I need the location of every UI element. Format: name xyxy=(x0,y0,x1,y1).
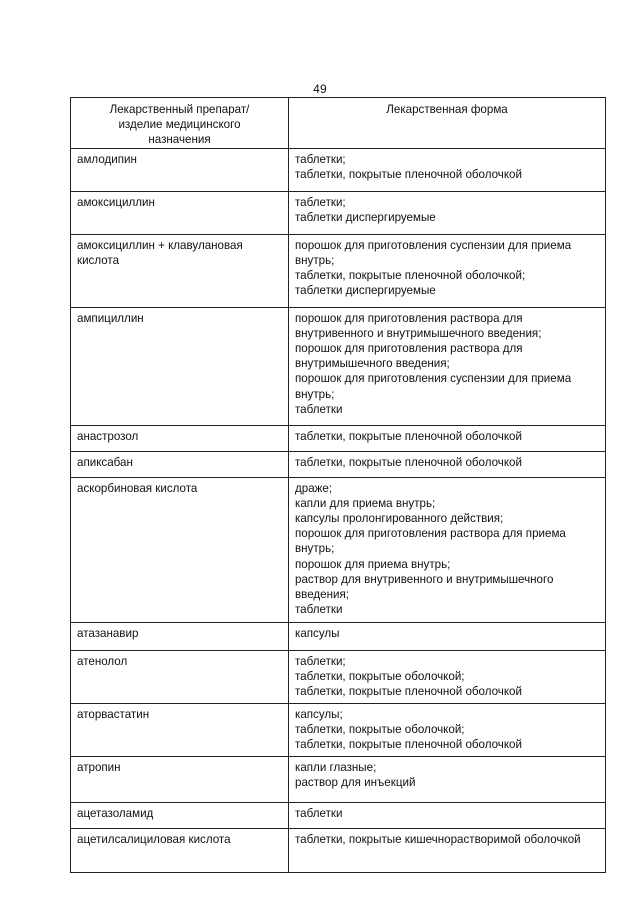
header-drug-label: Лекарственный препарат/ изделие медицинского назначения xyxy=(109,103,250,147)
table-row xyxy=(71,802,606,828)
drug-forms xyxy=(289,307,606,425)
drug-name: ацетилсалициловая кислота xyxy=(71,828,289,872)
header-drug xyxy=(71,98,289,149)
form-line: раствор для внутривенного и внутримышечного введения; xyxy=(295,572,554,602)
form-line: таблетки, покрытые оболочкой; xyxy=(295,669,465,683)
drug-name: атенолол xyxy=(71,650,289,703)
form-line: таблетки; xyxy=(295,152,346,166)
form-line: таблетки, покрытые оболочкой; xyxy=(295,722,465,736)
form-line: таблетки; xyxy=(295,195,346,209)
form-line: таблетки диспергируемые xyxy=(295,210,436,224)
form-line: порошок для приема внутрь; xyxy=(295,557,451,571)
table-row xyxy=(71,828,606,872)
drug-name: ампициллин xyxy=(71,307,289,425)
drug-forms xyxy=(289,425,606,451)
drug-forms xyxy=(289,703,606,756)
table-row xyxy=(71,650,606,703)
form-line: капли для приема внутрь; xyxy=(295,496,436,510)
table-row xyxy=(71,425,606,451)
drug-forms xyxy=(289,477,606,622)
form-line: капсулы пролонгированного действия; xyxy=(295,512,504,526)
form-line: таблетки; xyxy=(295,654,346,668)
table-header-row xyxy=(71,98,606,149)
drug-name: атазанавир xyxy=(71,622,289,650)
drug-forms xyxy=(289,622,606,650)
table-row xyxy=(71,234,606,307)
form-line: таблетки xyxy=(295,806,343,820)
drug-name: апиксабан xyxy=(71,451,289,477)
form-line: таблетки, покрытые пленочной оболочкой xyxy=(295,167,522,181)
form-line: таблетки, покрытые пленочной оболочкой xyxy=(295,685,522,699)
form-line: порошок для приготовления суспензии для приема внутрь; xyxy=(295,238,572,267)
form-line: таблетки xyxy=(295,603,343,617)
drug-name: амоксициллин + клавулановая кислота xyxy=(71,234,289,307)
table-row xyxy=(71,307,606,425)
page-number: 49 xyxy=(313,82,327,96)
drug-forms xyxy=(289,828,606,872)
drug-forms xyxy=(289,148,606,191)
form-line: порошок для приготовления раствора для внутримышечного введения; xyxy=(295,342,523,371)
drug-name: анастрозол xyxy=(71,425,289,451)
drug-name: аскорбиновая кислота xyxy=(71,477,289,622)
table-row xyxy=(71,191,606,234)
drug-name: аторвастатин xyxy=(71,703,289,756)
form-line: таблетки, покрытые кишечнорастворимой оболочкой xyxy=(295,832,581,846)
drug-forms xyxy=(289,650,606,703)
drug-forms xyxy=(289,451,606,477)
form-line: таблетки, покрытые пленочной оболочкой xyxy=(295,429,522,443)
form-line: капсулы xyxy=(295,626,340,640)
form-line: таблетки xyxy=(295,402,343,416)
drug-forms xyxy=(289,802,606,828)
drug-forms xyxy=(289,756,606,802)
table-row xyxy=(71,756,606,802)
table-row xyxy=(71,703,606,756)
form-line: таблетки диспергируемые xyxy=(295,284,436,298)
drug-name: атропин xyxy=(71,756,289,802)
drug-name: амлодипин xyxy=(71,148,289,191)
form-line: драже; xyxy=(295,481,333,495)
drug-name: амоксициллин xyxy=(71,191,289,234)
header-form: Лекарственная форма xyxy=(289,98,606,149)
form-line: таблетки, покрытые пленочной оболочкой xyxy=(295,738,522,752)
drug-name: ацетазоламид xyxy=(71,802,289,828)
form-line: капли глазные; xyxy=(295,760,377,774)
form-line: раствор для инъекций xyxy=(295,775,416,789)
form-line: порошок для приготовления раствора для внутривенного и внутримышечного введения; xyxy=(295,311,542,340)
table-row xyxy=(71,622,606,650)
table-row xyxy=(71,477,606,622)
form-line: таблетки, покрытые пленочной оболочкой xyxy=(295,455,522,469)
form-line: порошок для приготовления раствора для приема внутрь; xyxy=(295,527,566,556)
form-line: капсулы; xyxy=(295,707,343,721)
table-row xyxy=(71,451,606,477)
form-line: таблетки, покрытые пленочной оболочкой; xyxy=(295,269,526,283)
table-row xyxy=(71,148,606,191)
form-line: порошок для приготовления суспензии для приема внутрь; xyxy=(295,372,572,401)
drug-forms xyxy=(289,234,606,307)
drug-forms xyxy=(289,191,606,234)
drug-table xyxy=(70,97,606,873)
